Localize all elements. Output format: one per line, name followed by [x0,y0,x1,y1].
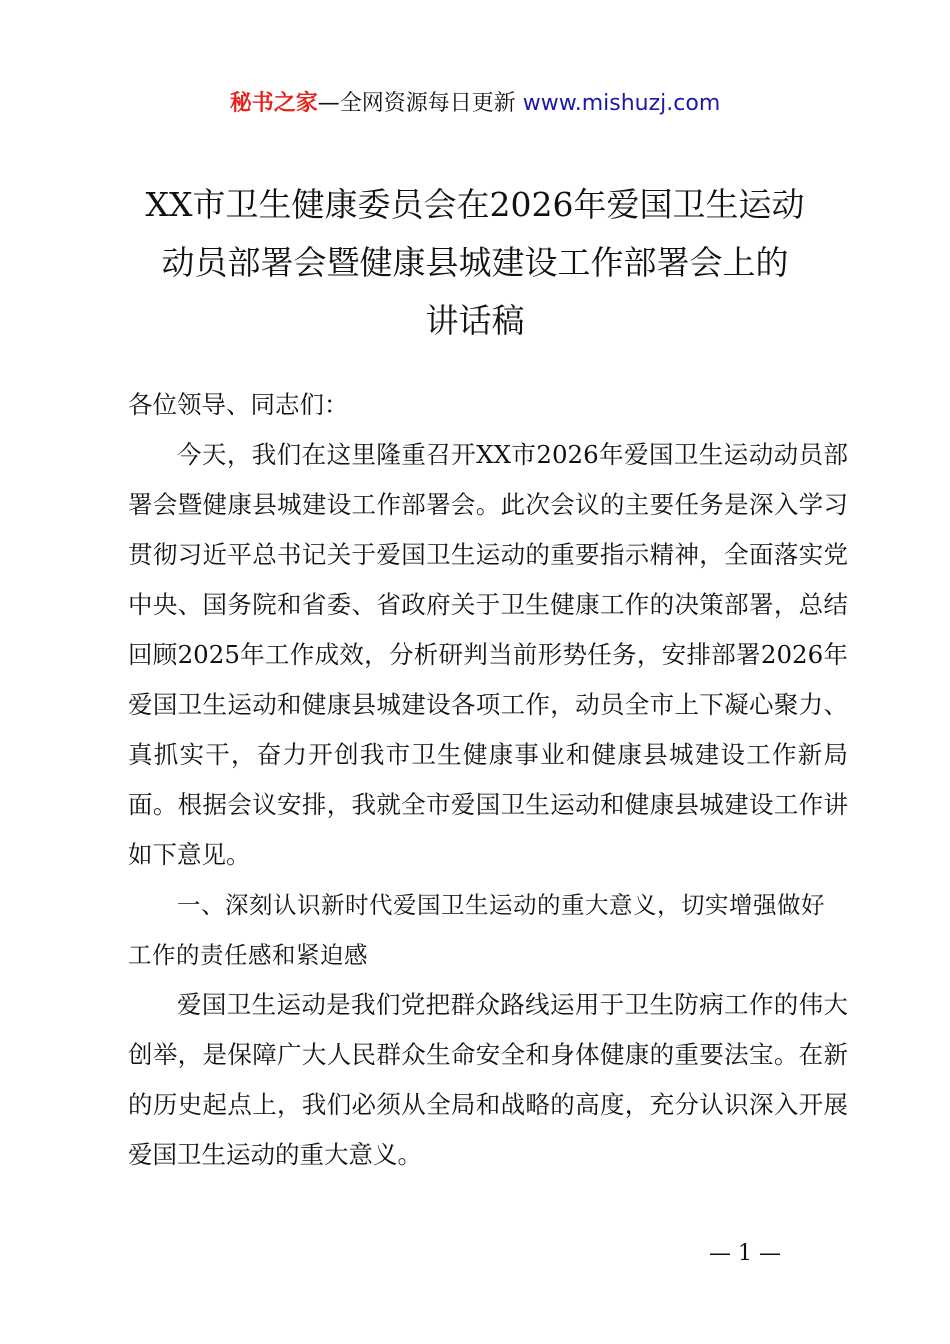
document-body [128,380,848,1180]
brand-name: 秘书之家 [229,91,318,116]
site-header [0,88,950,120]
title-line-2: 动员部署会暨健康县城建设工作部署会上的 [161,243,789,282]
page-number: — 1 — [709,1241,781,1266]
site-slogan: —全网资源每日更新 [317,91,516,116]
site-link[interactable]: www.mishuzj.com [522,91,721,116]
section-heading-1: 一、深刻认识新时代爱国卫生运动的重大意义，切实增强做好工作的责任感和紧迫感 [128,891,825,969]
salutation: 各位领导、同志们： [128,390,349,419]
title-line-1: XX市卫生健康委员会在2026年爱国卫生运动 [145,185,805,224]
paragraph-intro: 今天，我们在这里隆重召开XX市2026年爱国卫生运动动员部署会暨健康县城建设工作部署会。此次会议的主要任务是深入学习贯彻习近平总书记关于爱国卫生运动的重要指示精神，全面落实党中央、国务院和省委、省政府关于卫生健康工作的决策部署，总结回顾2025年工作成效，分析研判当前形势任务，安排部署2026年爱国卫生运动和健康县城建设各项工作，动员全市上下凝心聚力、真抓实干，奋力开创我市卫生健康事业和健康县城建设工作新局面。根据会议安排，我就全市爱国卫生运动和健康县城建设工作讲如下意见。 [128,440,848,869]
title-line-3: 讲话稿 [425,301,525,340]
document-title [100,176,850,350]
paragraph-significance: 爱国卫生运动是我们党把群众路线运用于卫生防病工作的伟大创举，是保障广大人民群众生命安全和身体健康的重要法宝。在新的历史起点上，我们必须从全局和战略的高度，充分认识深入开展爱国卫生运动的重大意义。 [128,990,848,1169]
